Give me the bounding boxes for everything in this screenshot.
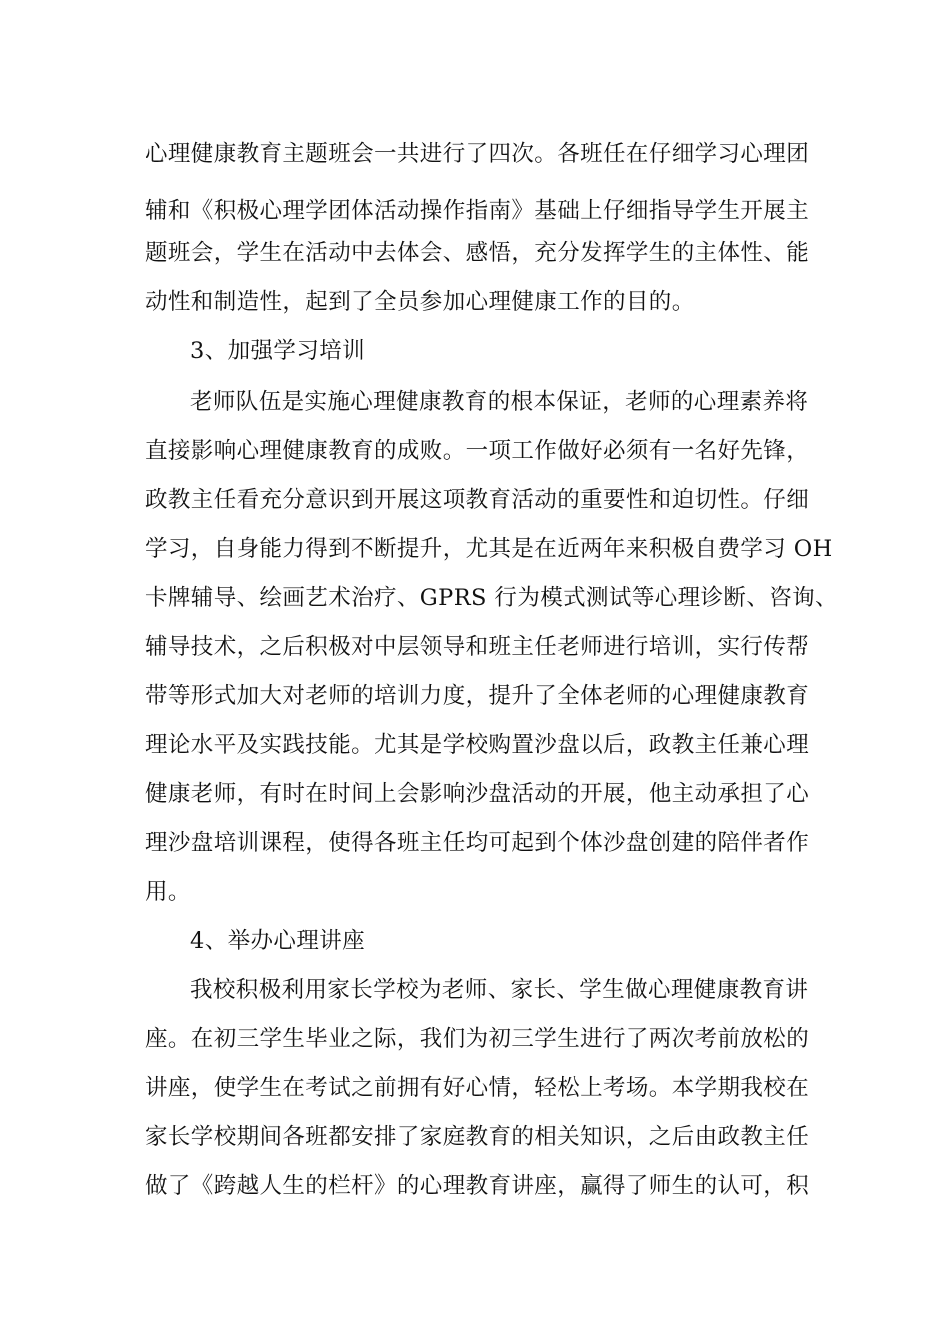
- paragraph-line: 辅导技术，之后积极对中层领导和班主任老师进行培训，实行传帮: [145, 634, 810, 660]
- paragraph-line: 心理健康教育主题班会一共进行了四次。各班任在仔细学习心理团: [145, 141, 810, 167]
- paragraph-line: 题班会，学生在活动中去体会、感悟，充分发挥学生的主体性、能: [145, 240, 810, 266]
- paragraph-line: 政教主任看充分意识到开展这项教育活动的重要性和迫切性。仔细: [145, 487, 810, 513]
- paragraph-line: 讲座，使学生在考试之前拥有好心情，轻松上考场。本学期我校在: [145, 1075, 810, 1101]
- section-heading: 3、加强学习培训: [190, 338, 366, 364]
- paragraph-line: 理论水平及实践技能。尤其是学校购置沙盘以后，政教主任兼心理: [145, 732, 810, 758]
- paragraph-line: 理沙盘培训课程，使得各班主任均可起到个体沙盘创建的陪伴者作: [145, 830, 810, 856]
- paragraph-line: 我校积极利用家长学校为老师、家长、学生做心理健康教育讲: [190, 977, 809, 1003]
- paragraph-line: 座。在初三学生毕业之际，我们为初三学生进行了两次考前放松的: [145, 1026, 810, 1052]
- paragraph-line: 卡牌辅导、绘画艺术治疗、GPRS 行为模式测试等心理诊断、咨询、: [145, 585, 838, 611]
- paragraph-line: 做了《跨越人生的栏杆》的心理教育讲座，赢得了师生的认可，积: [145, 1173, 810, 1199]
- paragraph-line: 直接影响心理健康教育的成败。一项工作做好必须有一名好先锋，: [145, 438, 810, 464]
- paragraph-line: 带等形式加大对老师的培训力度，提升了全体老师的心理健康教育: [145, 683, 810, 709]
- section-heading: 4、举办心理讲座: [190, 928, 366, 954]
- paragraph-line: 动性和制造性，起到了全员参加心理健康工作的目的。: [145, 289, 695, 315]
- paragraph-line: 学习，自身能力得到不断提升，尤其是在近两年来积极自费学习 OH: [145, 536, 833, 562]
- paragraph-line: 健康老师，有时在时间上会影响沙盘活动的开展，他主动承担了心: [145, 781, 810, 807]
- paragraph-line: 家长学校期间各班都安排了家庭教育的相关知识，之后由政教主任: [145, 1124, 810, 1150]
- paragraph-line: 老师队伍是实施心理健康教育的根本保证，老师的心理素养将: [190, 389, 809, 415]
- paragraph-line: 辅和《积极心理学团体活动操作指南》基础上仔细指导学生开展主: [145, 198, 810, 224]
- paragraph-line: 用。: [145, 879, 191, 905]
